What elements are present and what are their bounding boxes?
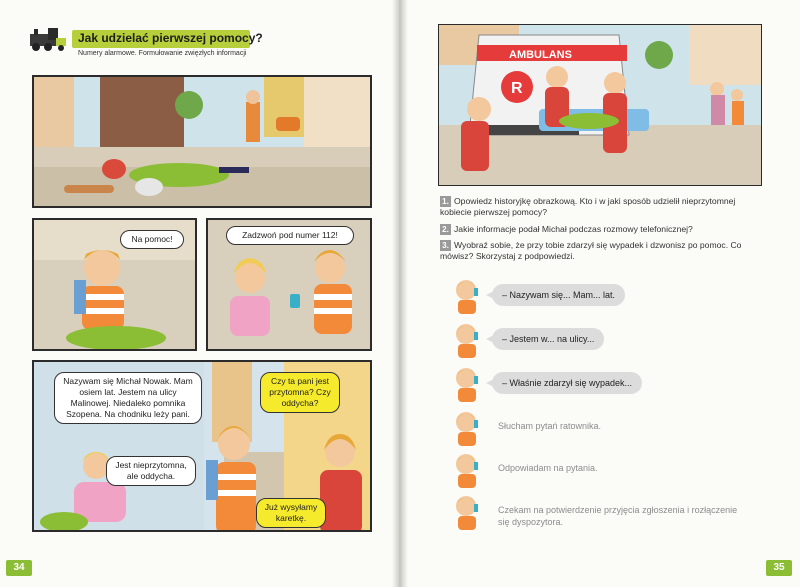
dialogue-row-2 <box>452 320 752 358</box>
question-2 <box>440 224 760 235</box>
boy-avatar-icon <box>452 408 482 446</box>
question-1 <box>440 196 760 218</box>
boy-avatar-icon <box>452 364 482 402</box>
dialogue-bubble-3: – Właśnie zdarzył się wypadek... <box>492 372 642 394</box>
page-number-right: 35 <box>766 560 792 576</box>
ambulance-illustration <box>439 25 762 186</box>
page-title: Jak udzielać pierwszej pomocy? <box>78 31 263 45</box>
dialogue-bubble-1: – Nazywam się... Mam... lat. <box>492 284 625 306</box>
boy-avatar-icon <box>452 276 482 314</box>
comic-panel-2 <box>32 218 197 351</box>
panel-1-illustration <box>34 77 372 208</box>
question-3-text: Wyobraź sobie, że przy tobie zdarzył się wypadek i dzwonisz po pomoc. Co mówisz? Skorzystaj z podpowiedzi. <box>440 240 742 261</box>
question-3-number: 3. <box>440 240 451 251</box>
step-row-1 <box>452 408 752 446</box>
train-icon <box>28 26 70 52</box>
question-2-text: Jakie informacje podał Michał podczas rozmowy telefonicznej? <box>454 224 693 234</box>
svg-text:R: R <box>511 80 523 97</box>
dialogue-row-3 <box>452 364 752 402</box>
panel-4-speech-bubble-caller: Nazywam się Michał Nowak. Mam osiem lat. Jestem na ulicy Malinowej. Niedaleko pomnika Szopena. Na chodniku leży pani. <box>54 372 202 424</box>
step-text-1: Słucham pytań ratownika. <box>498 421 602 431</box>
comic-panel-1 <box>32 75 372 208</box>
panel-4-speech-bubble-answer: Jest nieprzytomna, ale oddycha. <box>106 456 196 486</box>
panel-2-speech-bubble: Na pomoc! <box>120 230 184 249</box>
question-1-text: Opowiedz historyjkę obrazkową. Kto i w jaki sposób udzielił nieprzytomnej kobiecie pierwszej pomocy? <box>440 196 736 217</box>
step-text-2: Odpowiadam na pytania. <box>498 463 598 473</box>
boy-avatar-icon <box>452 320 482 358</box>
step-text-3: Czekam na potwierdzenie przyjęcia zgłoszenia i rozłączenie się dyspozytora. <box>498 505 738 527</box>
page-number-left: 34 <box>6 560 32 576</box>
dialogue-bubble-2: – Jestem w... na ulicy... <box>492 328 604 350</box>
page-subtitle: Numery alarmowe. Formułowanie zwięzłych informacji <box>78 50 247 57</box>
step-row-3 <box>452 492 752 530</box>
comic-panel-4 <box>32 360 372 532</box>
comic-panel-3 <box>206 218 372 351</box>
boy-avatar-icon <box>452 492 482 530</box>
panel-4-speech-bubble-dispatcher-question: Czy ta pani jest przytomna? Czy oddycha? <box>260 372 340 413</box>
question-2-number: 2. <box>440 224 451 235</box>
ambulance-panel <box>438 24 762 186</box>
question-1-number: 1. <box>440 196 451 207</box>
dialogue-row-1 <box>452 276 752 314</box>
book-gutter <box>392 0 408 587</box>
boy-avatar-icon <box>452 450 482 488</box>
step-row-2 <box>452 450 752 488</box>
ambulance-label: AMBULANS <box>509 49 572 61</box>
question-3 <box>440 240 760 262</box>
panel-3-speech-bubble: Zadzwoń pod numer 112! <box>226 226 354 245</box>
panel-4-speech-bubble-dispatcher-reply: Już wysyłamy karetkę. <box>256 498 326 528</box>
